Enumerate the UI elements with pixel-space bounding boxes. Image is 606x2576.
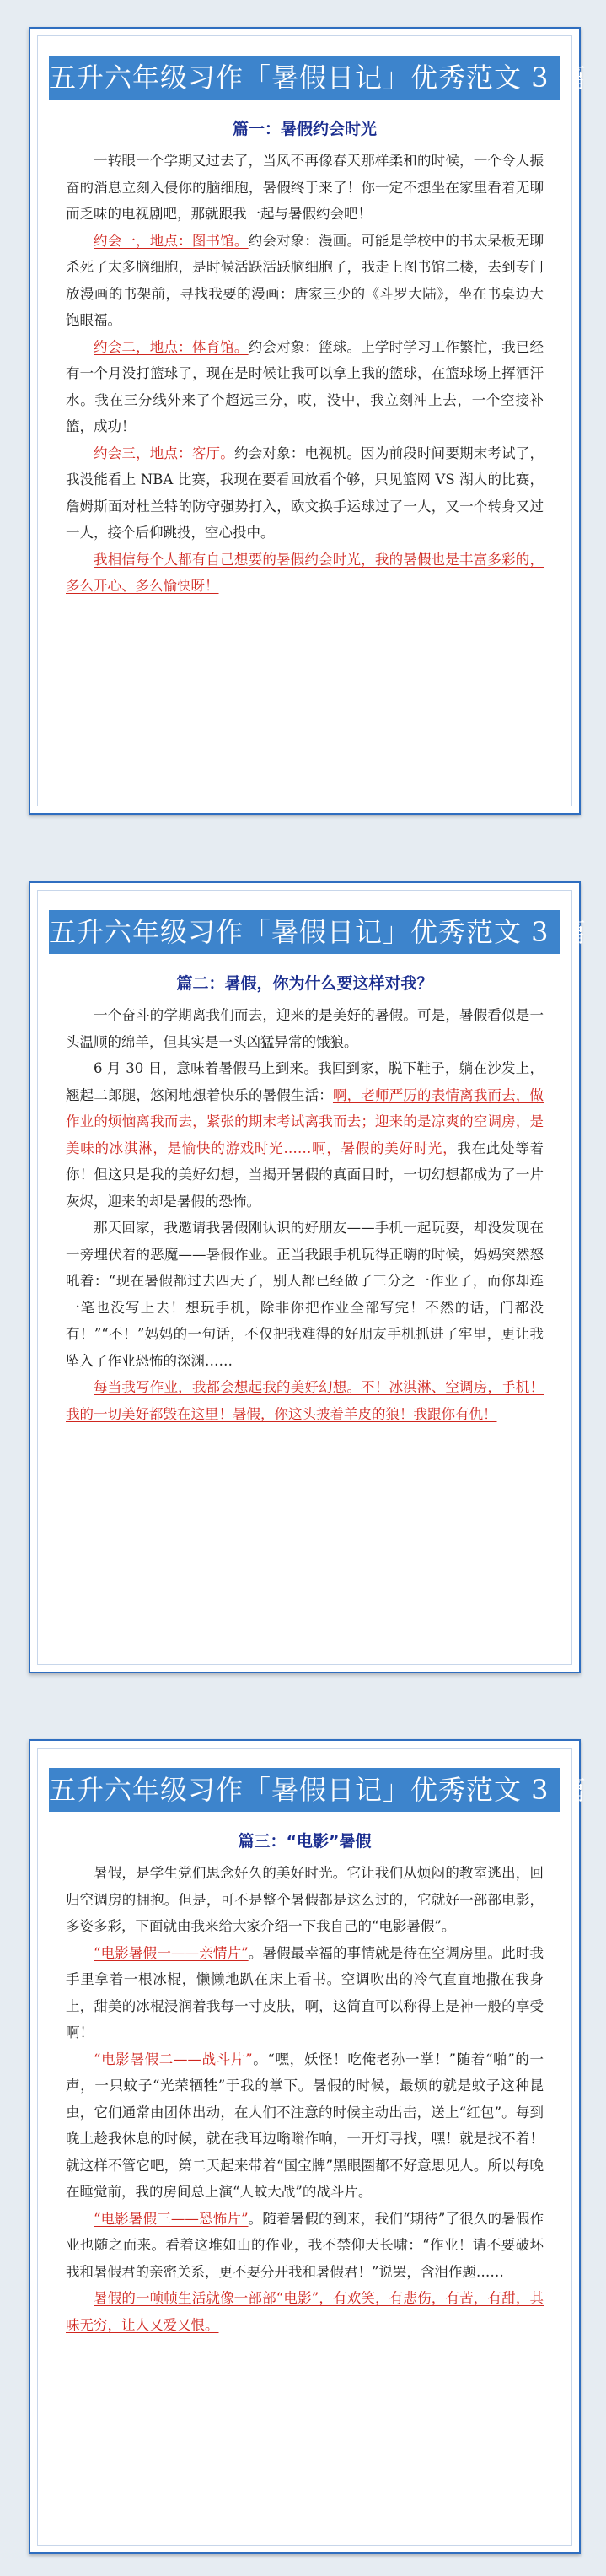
essay-1-para-date-1: [66, 228, 544, 334]
essay-3-para-movie-1: [66, 1940, 544, 2046]
fantasy-highlight: 啊，老师严厉的表情离我而去，做作业的烦恼离我而去，紧张的期末考试离我而去；迎来的是凉爽的空调房，是美味的冰淇淋，是愉快的游戏时光……啊，暑假的美好时光，: [66, 1086, 544, 1156]
essay-1-para-ending: [66, 547, 544, 600]
essay-3-para-intro: 暑假，是学生党们思念好久的美好时光。它让我们从烦闷的教室逃出，回归空调房的拥抱。但是，可不是整个暑假都是这么过的，它就好一部部电影，多姿多彩，下面就由我来给大家介绍一下我自己的“电影暑假”。: [66, 1865, 544, 1934]
date-2-text: 约会对象：篮球。上学时学习工作繁忙，我已经有一个月没打篮球了，现在是时候让我可以拿上我的篮球，在篮球场上挥洒汗水。我在三分线外来了个超远三分，哎，没中，我立刻冲上去，一个空接补篮，成功！: [66, 338, 544, 434]
essay-3-para-ending: [66, 2285, 544, 2338]
essay-3-title: 篇三：“电影”暑假: [238, 1832, 372, 1851]
essay-card-3: [29, 1739, 587, 2554]
essay-card-2: [29, 881, 587, 1673]
movie-3-label: “电影暑假三——恐怖片”: [94, 2210, 249, 2227]
date-2-label: 约会二，地点：体育馆。: [94, 338, 249, 355]
essay-1-body: [66, 148, 544, 600]
fantasy-lead: 6 月 30 日，意味着暑假马上到来。我回到家，脱下鞋子，躺在沙发上，翘起二郎腿，悠闲地想着快乐的暑假生活：: [66, 1060, 544, 1103]
banner-title: 五升六年级习作「暑假日记」优秀范文 3 篇: [49, 1768, 560, 1812]
essay-1-para-intro: 一转眼一个学期又过去了，当风不再像春天那样柔和的时候，一个令人振奋的消息立刻入侵你的脑细胞，暑假终于来了！你一定不想坐在家里看着无聊而乏味的电视剧吧，那就跟我一起与暑假约会吧！: [66, 153, 544, 222]
essay-3-ending: 暑假的一帧帧生活就像一部部“电影”，有欢笑，有悲伤，有苦，有甜，其味无穷，让人又爱又恨。: [66, 2290, 544, 2333]
date-3-text: 约会对象：电视机。因为前段时间要期末考试了，我没能看上 NBA 比赛，我现在要看回放看个够，只见篮网 VS 湖人的比赛，詹姆斯面对杜兰特的防守强势打入，欧文换手运球过了一人，又一个转身又过一人，接个后仰跳投，空心投中。: [66, 445, 544, 541]
essay-2-para-fantasy: [66, 1055, 544, 1215]
banner-title: 五升六年级习作「暑假日记」优秀范文 3 篇: [49, 910, 560, 954]
date-1-label: 约会一，地点：图书馆。: [94, 232, 249, 249]
movie-2-text: 。“嘿，妖怪！吃俺老孙一掌！”随着“啪”的一声，一只蚊子“光荣牺牲”于我的掌下。暑假的时候，最烦的就是蚊子这种昆虫，它们通常由团体出动，在人们不注意的时候主动出击，送上“红包”。每到晚上趁我休息的时候，就在我耳边嗡嗡作响，一开灯寻找，嘿！就是找不着！就这样不管它吧，第二天起来带着“国宝牌”黑眼圈都不好意思见人。所以每晚在睡觉前，我的房间总上演“人蚊大战”的战斗片。: [66, 2051, 544, 2200]
movie-1-text: 。暑假最幸福的事情就是待在空调房里。此时我手里拿着一根冰棍，懒懒地趴在床上看书。空调吹出的冷气直直地撒在我身上，甜美的冰棍浸润着我每一寸皮肤，啊，这简直可以称得上是神一般的享受啊！: [66, 1944, 544, 2040]
essay-2-ending: 每当我写作业，我都会想起我的美好幻想。不！冰淇淋、空调房，手机！我的一切美好都毁在这里！暑假，你这头披着羊皮的狼！我跟你有仇！: [66, 1379, 544, 1422]
essay-1-ending: 我相信每个人都有自己想要的暑假约会时光，我的暑假也是丰富多彩的，多么开心、多么愉快呀！: [66, 551, 544, 594]
essay-2-para-intro: 一个奋斗的学期离我们而去，迎来的是美好的暑假。可是，暑假看似是一头温顺的绵羊，但其实是一头凶猛异常的饿狼。: [66, 1007, 544, 1050]
essay-2-para-ending: [66, 1374, 544, 1427]
essay-2-body: [66, 1002, 544, 1427]
movie-3-text: 。随着暑假的到来，我们“期待”了很久的暑假作业也随之而来。看着这堆如山的作业，我不禁仰天长啸：“作业！请不要破坏我和暑假君的亲密关系，更不要分开我和暑假君！”说罢，含泪作题……: [66, 2210, 544, 2280]
essay-1-para-date-2: [66, 334, 544, 440]
essay-1-title: 篇一：暑假约会时光: [232, 120, 377, 138]
essay-3-para-movie-3: [66, 2206, 544, 2286]
banner-title: 五升六年级习作「暑假日记」优秀范文 3 篇: [49, 56, 560, 100]
essay-3-body: [66, 1860, 544, 2338]
essay-3-para-movie-2: [66, 2046, 544, 2206]
date-1-text: 约会对象：漫画。可能是学校中的书太呆板无聊杀死了太多脑细胞，是时候活跃活跃脑细胞了，我走上图书馆二楼，去到专门放漫画的书架前，寻找我要的漫画：唐家三少的《斗罗大陆》，坐在书桌边大饱眼福。: [66, 232, 544, 328]
movie-2-label: “电影暑假二——战斗片”: [94, 2051, 253, 2067]
essay-1-para-date-3: [66, 440, 544, 547]
fantasy-tail: 我在此处等着你！但这只是我的美好幻想，当揭开暑假的真面目时，一切幻想都成为了一片灰烬，迎来的却是暑假的恐怖。: [66, 1140, 544, 1210]
essay-card-1: [29, 27, 587, 815]
movie-1-label: “电影暑假一——亲情片”: [94, 1944, 249, 1961]
essay-2-para-story: 那天回家，我邀请我暑假刚认识的好朋友——手机一起玩耍，却没发现在一旁埋伏着的恶魔——暑假作业。正当我跟手机玩得正嗨的时候，妈妈突然怒吼着：“现在暑假都过去四天了，别人都已经做了三分之一作业了，而你却连一笔也没写上去！想玩手机，除非你把作业全部写完！不然的话，门都没有！”“不！”妈妈的一句话，不仅把我难得的好朋友手机抓进了牢里，更让我坠入了作业恐怖的深渊……: [66, 1220, 544, 1369]
essay-2-title: 篇二：暑假，你为什么要这样对我？: [176, 974, 433, 993]
date-3-label: 约会三，地点：客厅。: [94, 445, 234, 461]
